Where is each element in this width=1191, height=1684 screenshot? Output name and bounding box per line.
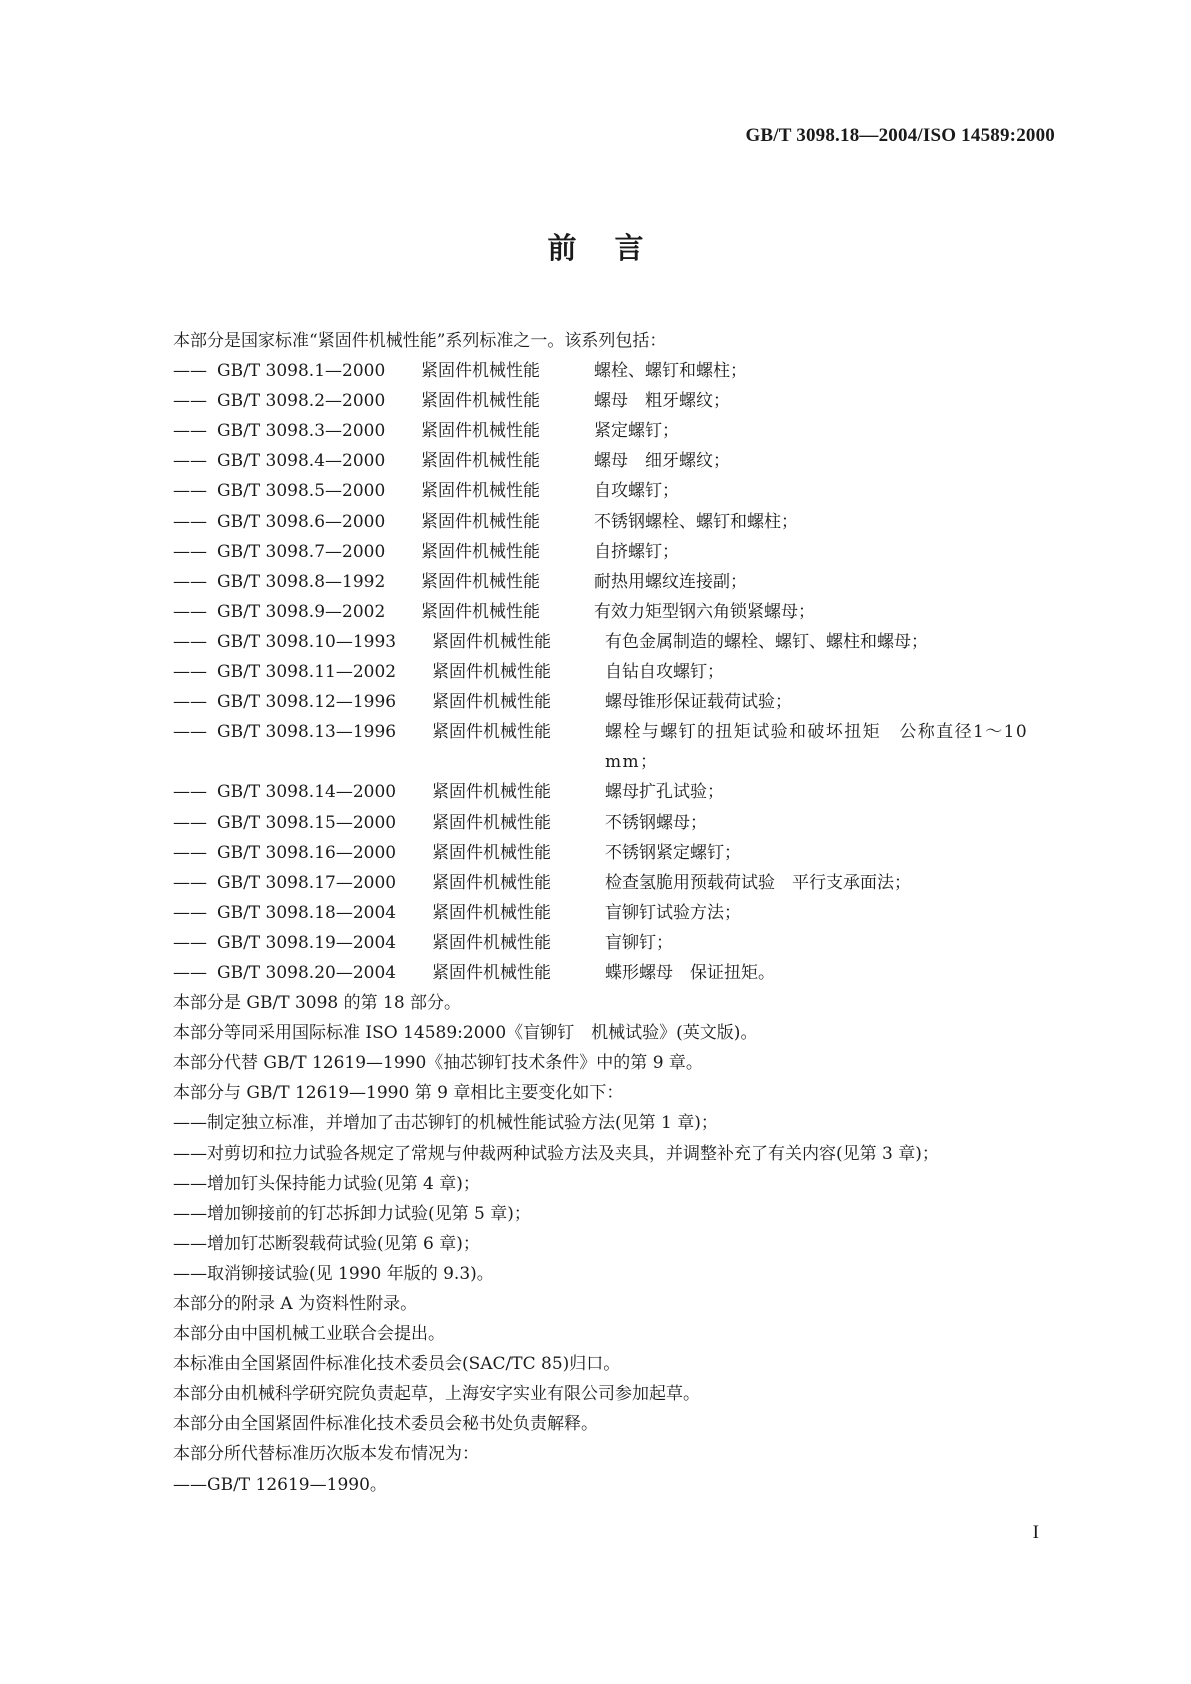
series-item — [173, 868, 1058, 898]
paragraph: 本部分代替 GB/T 12619—1990《抽芯铆钉技术条件》中的第 9 章。 — [173, 1053, 703, 1074]
series-topic: 紧定螺钉； — [594, 421, 679, 442]
standard-code: GB/T 3098.17—2000 — [217, 872, 397, 893]
series-name: 紧固件机械性能 — [421, 541, 540, 562]
series-topic: 有色金属制造的螺栓、螺钉、螺柱和螺母； — [605, 631, 928, 652]
dash-marker: —— — [173, 451, 207, 472]
series-topic: 螺母 细牙螺纹； — [594, 451, 730, 472]
dash-marker: —— — [173, 571, 207, 592]
series-topic: 螺母锥形保证载荷试验； — [605, 692, 792, 713]
change-item: ——取消铆接试验(见 1990 年版的 9.3)。 — [173, 1263, 494, 1284]
dash-marker: —— — [173, 812, 207, 833]
dash-marker: —— — [173, 932, 207, 953]
change-item: ——增加钉芯断裂载荷试验(见第 6 章)； — [173, 1233, 480, 1254]
series-name: 紧固件机械性能 — [421, 571, 540, 592]
series-name: 紧固件机械性能 — [421, 451, 540, 472]
standard-code: GB/T 3098.20—2004 — [217, 962, 397, 983]
change-item: ——增加铆接前的钉芯拆卸力试验(见第 5 章)； — [173, 1203, 531, 1224]
paragraph: 本部分所代替标准历次版本发布情况为： — [173, 1444, 479, 1465]
series-item — [173, 958, 1058, 988]
series-topic: 自挤螺钉； — [594, 541, 679, 562]
paragraph: 本标准由全国紧固件标准化技术委员会(SAC/TC 85)归口。 — [173, 1354, 621, 1375]
standard-code: GB/T 3098.18—2004 — [217, 902, 397, 923]
standard-code: GB/T 3098.14—2000 — [217, 782, 397, 803]
series-item — [173, 657, 1058, 687]
paragraph: 本部分由机械科学研究院负责起草，上海安字实业有限公司参加起草。 — [173, 1384, 700, 1405]
preface-paragraphs — [173, 988, 1058, 1500]
series-list — [173, 356, 1058, 988]
change-item: ——制定独立标准，并增加了击芯铆钉的机械性能试验方法(见第 1 章)； — [173, 1113, 718, 1134]
series-name: 紧固件机械性能 — [432, 812, 551, 833]
dash-marker: —— — [173, 662, 207, 683]
standard-code: GB/T 3098.12—1996 — [217, 692, 397, 713]
series-topic: 盲铆钉； — [605, 932, 673, 953]
series-topic: 盲铆钉试验方法； — [605, 902, 741, 923]
paragraph: 本部分由中国机械工业联合会提出。 — [173, 1324, 445, 1345]
standard-code: GB/T 3098.11—2002 — [217, 662, 397, 683]
series-item — [173, 808, 1058, 838]
standard-code: GB/T 3098.10—1993 — [217, 631, 397, 652]
dash-marker: —— — [173, 872, 207, 893]
series-name: 紧固件机械性能 — [432, 722, 551, 743]
dash-marker: —— — [173, 541, 207, 562]
series-name: 紧固件机械性能 — [432, 631, 551, 652]
paragraph: 本部分与 GB/T 12619—1990 第 9 章相比主要变化如下： — [173, 1083, 624, 1104]
series-topic: 自攻螺钉； — [594, 481, 679, 502]
page-title: 前言 — [547, 231, 682, 265]
series-name: 紧固件机械性能 — [432, 872, 551, 893]
standard-code: GB/T 3098.7—2000 — [217, 541, 386, 562]
standard-code: GB/T 3098.9—2002 — [217, 601, 386, 622]
series-name: 紧固件机械性能 — [421, 421, 540, 442]
standard-code: GB/T 3098.16—2000 — [217, 842, 397, 863]
paragraph: 本部分的附录 A 为资料性附录。 — [173, 1294, 418, 1314]
series-topic: 螺母 粗牙螺纹； — [594, 391, 730, 412]
dash-marker: —— — [173, 601, 207, 622]
series-item — [173, 928, 1058, 958]
paragraph: 本部分是 GB/T 3098 的第 18 部分。 — [173, 993, 462, 1014]
standard-code-header: GB/T 3098.18—2004/ISO 14589:2000 — [745, 125, 1055, 146]
series-item — [173, 898, 1058, 928]
dash-marker: —— — [173, 962, 207, 983]
series-item — [173, 356, 1058, 386]
series-topic: 蝶形螺母 保证扭矩。 — [605, 962, 775, 983]
series-topic: 螺栓、螺钉和螺柱； — [594, 361, 747, 382]
series-item — [173, 507, 1058, 537]
dash-marker: —— — [173, 842, 207, 863]
dash-marker: —— — [173, 722, 207, 743]
series-item — [173, 416, 1058, 446]
dash-marker: —— — [173, 692, 207, 713]
series-name: 紧固件机械性能 — [432, 962, 551, 983]
series-item — [173, 386, 1058, 416]
standard-code: GB/T 3098.19—2004 — [217, 932, 397, 953]
series-name: 紧固件机械性能 — [432, 662, 551, 683]
series-topic: 耐热用螺纹连接副； — [594, 571, 747, 592]
series-topic: 不锈钢紧定螺钉； — [605, 842, 741, 863]
standard-code: GB/T 3098.13—1996 — [217, 722, 397, 743]
series-topic: 螺母扩孔试验； — [605, 782, 724, 803]
series-name: 紧固件机械性能 — [432, 692, 551, 713]
series-topic: 自钻自攻螺钉； — [605, 662, 724, 683]
dash-marker: —— — [173, 361, 207, 382]
dash-marker: —— — [173, 782, 207, 803]
standard-code: GB/T 3098.2—2000 — [217, 391, 386, 412]
series-item — [173, 567, 1058, 597]
standard-code: GB/T 3098.6—2000 — [217, 511, 386, 532]
series-topic: 不锈钢螺母； — [605, 812, 707, 833]
series-name: 紧固件机械性能 — [432, 932, 551, 953]
change-item: ——增加钉头保持能力试验(见第 4 章)； — [173, 1173, 480, 1194]
series-name: 紧固件机械性能 — [432, 902, 551, 923]
paragraph: 本部分等同采用国际标准 ISO 14589:2000《盲铆钉 机械试验》(英文版)。 — [173, 1023, 758, 1044]
standard-code: GB/T 3098.4—2000 — [217, 451, 386, 472]
history-item: ——GB/T 12619—1990。 — [173, 1474, 387, 1495]
series-name: 紧固件机械性能 — [421, 361, 540, 382]
series-topic: 有效力矩型钢六角锁紧螺母； — [594, 601, 815, 622]
series-item — [173, 537, 1058, 567]
series-item — [173, 687, 1058, 717]
standard-code: GB/T 3098.8—1992 — [217, 571, 386, 592]
series-name: 紧固件机械性能 — [421, 481, 540, 502]
series-name: 紧固件机械性能 — [421, 511, 540, 532]
standard-code: GB/T 3098.1—2000 — [217, 361, 386, 382]
standard-code: GB/T 3098.3—2000 — [217, 421, 386, 442]
dash-marker: —— — [173, 481, 207, 502]
series-item — [173, 476, 1058, 506]
series-item — [173, 597, 1058, 627]
series-topic: 不锈钢螺栓、螺钉和螺柱； — [594, 511, 798, 532]
series-item — [173, 838, 1058, 868]
page-number: I — [1032, 1522, 1039, 1543]
series-item — [173, 717, 1058, 777]
dash-marker: —— — [173, 391, 207, 412]
standard-code: GB/T 3098.5—2000 — [217, 481, 386, 502]
dash-marker: —— — [173, 421, 207, 442]
series-name: 紧固件机械性能 — [421, 391, 540, 412]
series-topic: 螺栓与螺钉的扭矩试验和破坏扭矩 公称直径1～10 mm； — [605, 722, 1029, 773]
dash-marker: —— — [173, 631, 207, 652]
series-name: 紧固件机械性能 — [432, 842, 551, 863]
series-topic: 检查氢脆用预载荷试验 平行支承面法； — [605, 872, 911, 893]
series-item — [173, 777, 1058, 807]
series-name: 紧固件机械性能 — [432, 782, 551, 803]
dash-marker: —— — [173, 902, 207, 923]
series-item — [173, 627, 1058, 657]
intro-paragraph: 本部分是国家标准“紧固件机械性能”系列标准之一。该系列包括： — [173, 331, 667, 351]
change-item: ——对剪切和拉力试验各规定了常规与仲裁两种试验方法及夹具，并调整补充了有关内容(见第 3 章)； — [173, 1143, 939, 1164]
preface-body — [173, 326, 1058, 1500]
paragraph: 本部分由全国紧固件标准化技术委员会秘书处负责解释。 — [173, 1414, 598, 1435]
standard-code: GB/T 3098.15—2000 — [217, 812, 397, 833]
series-item — [173, 446, 1058, 476]
series-name: 紧固件机械性能 — [421, 601, 540, 622]
dash-marker: —— — [173, 511, 207, 532]
